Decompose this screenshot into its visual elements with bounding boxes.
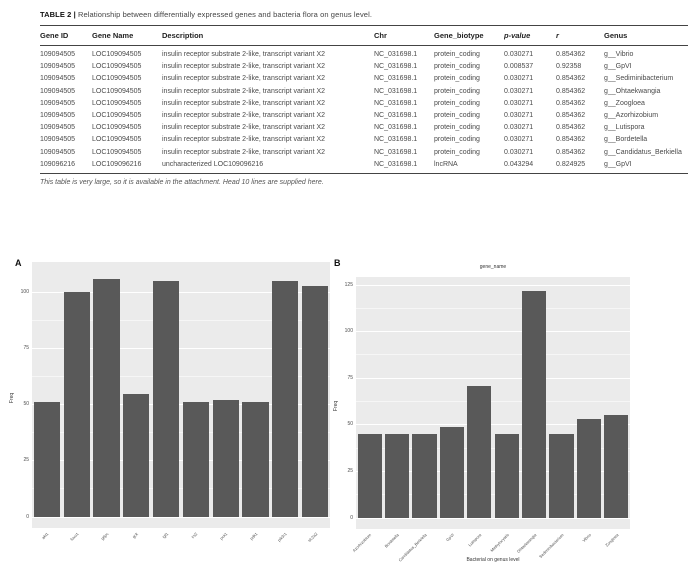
bar <box>604 415 628 518</box>
x-tick-label: Bordetella <box>383 532 400 549</box>
table-cell: insulin receptor substrate 2-like, transcript variant X2 <box>162 87 326 95</box>
table-row <box>40 122 688 134</box>
minor-gridline <box>356 308 630 309</box>
table-cell: 109094505 <box>40 136 76 144</box>
major-gridline <box>356 378 630 379</box>
table-cell: 0.030271 <box>504 87 534 95</box>
x-tick-label: Sediminibacterium <box>537 532 565 560</box>
bar <box>522 291 546 518</box>
table-cell: LOC109094505 <box>92 111 142 119</box>
x-tick-label: Vibrio <box>581 532 592 544</box>
table-cell: 109094505 <box>40 111 76 119</box>
table-row <box>40 46 688 61</box>
x-tick-label: irs2 <box>190 531 199 540</box>
table-cell: NC_031698.1 <box>374 148 418 156</box>
column-header: r <box>556 26 604 46</box>
table-cell: protein_coding <box>434 111 480 119</box>
table-cell: g__Azorhizobium <box>604 111 659 119</box>
bar <box>412 434 436 518</box>
x-tick-label: Candidatus_Berkiella <box>397 532 428 563</box>
table-cell: NC_031698.1 <box>374 124 418 132</box>
bar <box>467 386 491 518</box>
table-cell: 0.030271 <box>504 99 534 107</box>
table-cell: insulin receptor substrate 2-like, transcript variant X2 <box>162 75 326 83</box>
table-caption <box>40 10 688 19</box>
table-cell: NC_031698.1 <box>374 136 418 144</box>
panel-letter: A <box>15 258 22 268</box>
table-cell: 0.92358 <box>556 63 582 71</box>
y-tick-label: 0 <box>26 513 29 520</box>
minor-gridline <box>356 401 630 402</box>
table-cell: 0.854362 <box>556 51 586 58</box>
column-header: Description <box>162 26 374 46</box>
table-cell: protein_coding <box>434 51 480 58</box>
table-cell: 0.030271 <box>504 148 534 156</box>
table-cell: LOC109094505 <box>92 136 142 144</box>
column-header: Gene Name <box>92 26 162 46</box>
table-cell: g__Vibrio <box>604 51 634 58</box>
table-row <box>40 158 688 173</box>
table-cell: lncRNA <box>434 160 458 168</box>
table-cell: 109094505 <box>40 51 76 58</box>
table-cell: 109094505 <box>40 75 76 83</box>
x-axis-title: Bacterial on genus level <box>466 557 520 563</box>
table-cell: 0.854362 <box>556 75 586 83</box>
x-tick-label: Lutispora <box>466 532 483 548</box>
table-cell: NC_031698.1 <box>374 111 418 119</box>
y-tick-label: 100 <box>344 328 353 335</box>
table-cell: protein_coding <box>434 87 480 95</box>
x-tick-label: GpVI <box>444 532 455 543</box>
table-row <box>40 61 688 73</box>
table-cell: LOC109094505 <box>92 51 142 58</box>
column-header: Gene_biotype <box>434 26 504 46</box>
table-cell: protein_coding <box>434 148 480 156</box>
table-caption-label: TABLE 2 | <box>40 10 76 19</box>
table-cell: protein_coding <box>434 124 480 132</box>
table-cell: protein_coding <box>434 63 480 71</box>
y-tick-label: 25 <box>23 457 29 464</box>
minor-gridline <box>356 354 630 355</box>
table-cell: 0.854362 <box>556 111 586 119</box>
table-section <box>40 10 688 186</box>
table-cell: 109094505 <box>40 99 76 107</box>
table-cell: NC_031698.1 <box>374 75 418 83</box>
table-cell: uncharacterized LOC109096216 <box>162 160 264 168</box>
bar <box>385 434 409 518</box>
table-cell: insulin receptor substrate 2-like, transcript variant X2 <box>162 111 326 119</box>
table-row <box>40 73 688 85</box>
table-cell: g__Lutispora <box>604 124 645 132</box>
table-cell: NC_031698.1 <box>374 63 418 71</box>
table-row <box>40 85 688 97</box>
x-tick-label: pdk1 <box>248 531 259 541</box>
column-header: p-value <box>504 26 556 46</box>
table-cell: 0.030271 <box>504 75 534 83</box>
y-tick-label: 125 <box>344 281 353 288</box>
y-axis-title: Freq <box>9 392 15 404</box>
table-cell: 109094505 <box>40 63 76 71</box>
column-header: Genus <box>604 26 688 46</box>
table-cell: g__Candidatus_Berkiella <box>604 148 682 156</box>
x-tick-label: g6pc <box>99 531 110 541</box>
chart-title: gene_name <box>479 264 507 270</box>
panel-letter: B <box>334 258 341 268</box>
y-tick-label: 75 <box>23 345 29 352</box>
table-cell: 109094505 <box>40 87 76 95</box>
table-cell: 0.030271 <box>504 124 534 132</box>
y-tick-label: 100 <box>20 288 29 295</box>
table-cell: g__Bordetella <box>604 136 648 144</box>
table-cell: 109094505 <box>40 148 76 156</box>
table-cell: insulin receptor substrate 2-like, transcript variant X2 <box>162 63 326 71</box>
table-cell: insulin receptor substrate 2-like, transcript variant X2 <box>162 124 326 132</box>
major-gridline <box>356 331 630 332</box>
x-tick-label: pik3r1 <box>276 531 289 543</box>
table-row <box>40 146 688 158</box>
y-tick-label: 50 <box>23 401 29 408</box>
table-header-row <box>40 26 688 46</box>
table-cell: LOC109094505 <box>92 99 142 107</box>
x-tick-label: pck1 <box>219 531 229 541</box>
table-cell: 0.043294 <box>504 160 534 168</box>
bar <box>440 427 464 518</box>
table-cell: 0.030271 <box>504 51 534 58</box>
table-cell: 0.854362 <box>556 136 586 144</box>
column-header: Gene ID <box>40 26 92 46</box>
table-cell: 0.030271 <box>504 111 534 119</box>
x-tick-label: igf1 <box>160 531 169 540</box>
y-tick-label: 0 <box>350 514 353 521</box>
table-caption-text: Relationship between differentially expressed genes and bacteria flora on genus level. <box>75 10 373 19</box>
table-cell: 0.030271 <box>504 136 534 144</box>
major-gridline <box>356 285 630 286</box>
bar <box>577 419 601 518</box>
bar <box>549 434 573 518</box>
table-cell: g__Zoogloea <box>604 99 645 107</box>
x-tick-label: Zoogloea <box>603 532 620 548</box>
table-cell: g__GpVI <box>604 160 632 168</box>
table-cell: 0.854362 <box>556 148 586 156</box>
x-tick-label: slc2a2 <box>306 531 318 544</box>
table-cell: 0.824925 <box>556 160 586 168</box>
table-cell: protein_coding <box>434 75 480 83</box>
table-cell: LOC109094505 <box>92 87 142 95</box>
table-cell: 109094505 <box>40 124 76 132</box>
table-cell: LOC109094505 <box>92 75 142 83</box>
table-cell: insulin receptor substrate 2-like, transcript variant X2 <box>162 148 326 156</box>
table-cell: LOC109094505 <box>92 124 142 132</box>
table-cell: protein_coding <box>434 99 480 107</box>
plot-area <box>356 277 630 529</box>
table-cell: g__GpVI <box>604 63 632 71</box>
x-tick-label: Azorhizobium <box>351 532 373 553</box>
table-row <box>40 97 688 109</box>
chart-panel-b <box>0 253 700 566</box>
table-cell: 0.854362 <box>556 87 586 95</box>
table-cell: 0.854362 <box>556 99 586 107</box>
figure <box>0 253 700 566</box>
table-cell: insulin receptor substrate 2-like, transcript variant X2 <box>162 99 326 107</box>
x-tick-label: akt1 <box>40 531 50 541</box>
x-tick-label: Methylocystis <box>489 532 510 553</box>
table-cell: 0.008537 <box>504 63 534 71</box>
table-cell: protein_coding <box>434 136 480 144</box>
x-tick-label: foxo1 <box>69 531 80 542</box>
table-cell: NC_031698.1 <box>374 87 418 95</box>
table-cell: 0.854362 <box>556 124 586 132</box>
table-cell: LOC109094505 <box>92 148 142 156</box>
table-cell: LOC109096216 <box>92 160 142 168</box>
y-tick-label: 25 <box>347 467 353 474</box>
table-row <box>40 109 688 121</box>
x-tick-label: Ohtaekwangia <box>515 532 537 554</box>
table-cell: g__Sediminibacterium <box>604 75 674 83</box>
table-footnote: This table is very large, so it is available in the attachment. Head 10 lines are supplied here. <box>40 178 324 186</box>
table-cell: insulin receptor substrate 2-like, transcript variant X2 <box>162 136 326 144</box>
column-header: Chr <box>374 26 434 46</box>
table-cell: insulin receptor substrate 2-like, transcript variant X2 <box>162 51 326 58</box>
table-cell: g__Ohtaekwangia <box>604 87 661 95</box>
gene-bacteria-table <box>40 25 688 174</box>
table-cell: 109096216 <box>40 160 76 168</box>
table-cell: NC_031698.1 <box>374 51 418 58</box>
table-cell: NC_031698.1 <box>374 160 418 168</box>
bar <box>358 434 382 518</box>
y-axis-title: Freq <box>333 400 339 412</box>
table-row <box>40 134 688 146</box>
x-tick-label: gck <box>131 531 140 540</box>
bar <box>495 434 519 518</box>
y-tick-label: 50 <box>347 421 353 428</box>
table-cell: LOC109094505 <box>92 63 142 71</box>
table-cell: NC_031698.1 <box>374 99 418 107</box>
y-tick-label: 75 <box>347 374 353 381</box>
